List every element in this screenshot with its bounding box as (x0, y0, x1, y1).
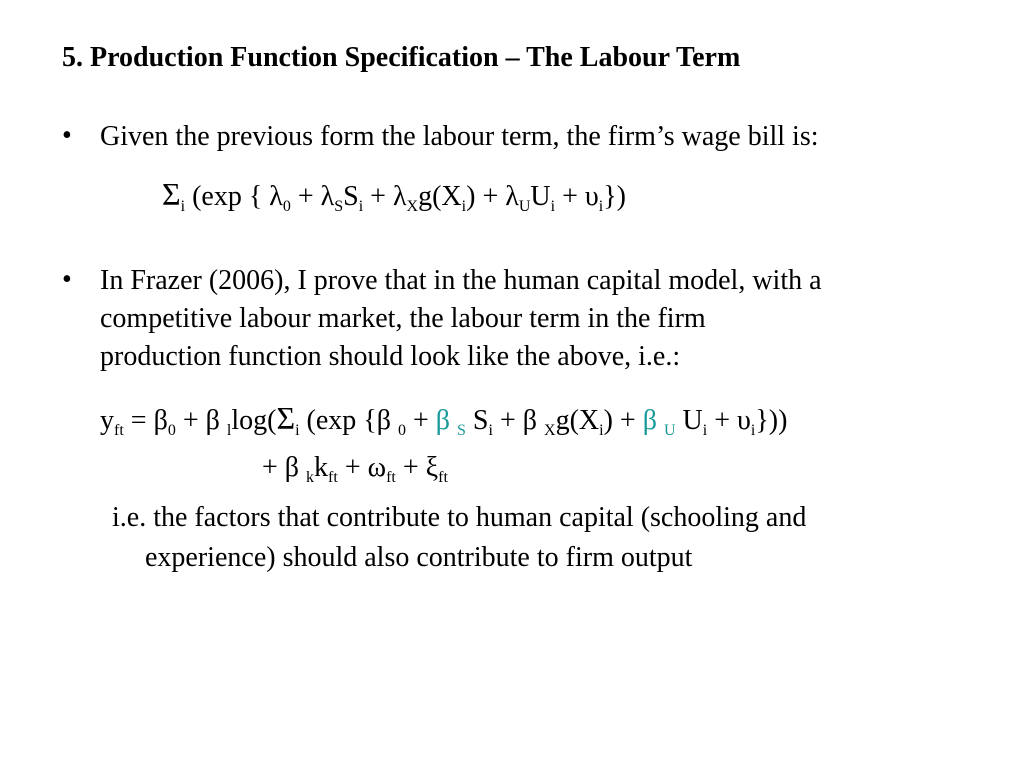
bullet-marker: • (62, 120, 72, 151)
bullet-2-text (100, 262, 822, 376)
note-line-2: experience) should also contribute to firm output (145, 542, 693, 573)
explanatory-note (112, 498, 806, 578)
bullet-marker: • (62, 264, 72, 295)
beta-u-highlight: β $_U$ (642, 405, 676, 439)
production-equation-line-2: + β $_kk_{ft} + \omega_{ft} + \xi_{ft}$ (262, 452, 448, 486)
slide-title: 5. Production Function Specification – The Labour Term (62, 42, 741, 73)
beta-s-highlight: β $_S$ (435, 405, 466, 439)
bullet-2-line-1: In Frazer (2006), I prove that in the human capital model, with a (100, 265, 822, 296)
bullet-1-text: Given the previous form the labour term, the firm’s wage bill is: (100, 121, 819, 152)
bullet-2-line-3: production function should look like the above, i.e.: (100, 341, 681, 372)
wage-bill-equation: $\Sigma_i$ (exp { $\lambda_0 + \lambda_SS_i + \lambda_Xg(X_i) + \lambda_UU_i + \upsilon_i$}) (162, 176, 626, 215)
production-equation-line-1: $y_{ft} = \beta_0 + \beta$ $_l\log(\Sigma_i$ (exp {β $_0$ + β $_S$ $S_i + \beta$ $_Xg(X_i) + \beta$ $_U$ $U_i + \upsilon_i$})) (100, 400, 788, 439)
note-line-1: i.e. the factors that contribute to human capital (schooling and (112, 502, 807, 533)
bullet-2-line-2: competitive labour market, the labour term in the firm (100, 303, 706, 334)
